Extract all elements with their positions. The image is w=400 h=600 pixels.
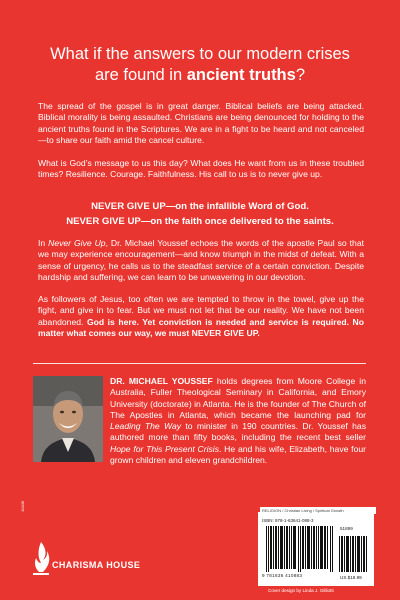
- author-bio: [110, 376, 366, 466]
- paragraph-book-summary: [38, 238, 364, 283]
- headline: [30, 44, 370, 86]
- followers-emphasis: God is here. Yet conviction is needed and service is required. No matter what comes our way, we must NEVER GIVE UP.: [38, 316, 364, 338]
- publisher-name: CHARISMA HOUSE: [52, 560, 141, 570]
- summary-rest: , Dr. Michael Youssef echoes the words of the apostle Paul so that we may experience encouragement—and know triumph in the midst of defeat. With a sense of urgency, he calls us to the steadfast service of a certain conviction. Despite hardship and suffering, we can learn to be unwavering in our devotion.: [38, 238, 364, 282]
- price-label: US $18.99: [340, 575, 362, 580]
- price-barcode-icon: [339, 530, 369, 572]
- bio-text-3: . He and his wife, Elizabeth, have four grown children and eleven grandchildren.: [110, 443, 366, 466]
- category-label: RELIGION / Christian Living / Spiritual Growth: [260, 507, 376, 514]
- headline-line-2-end: ?: [295, 66, 306, 84]
- headline-line-2-start: are found in: [94, 66, 187, 84]
- headline-emphasis: ancient truths: [186, 66, 296, 84]
- never-give-up-line-1: NEVER GIVE UP—on the infallible Word of God.: [91, 201, 309, 212]
- publisher-logo: [30, 540, 180, 580]
- bio-text-2: to minister in 190 countries. Dr. Youssef has authored more than fifty books, including the recent best seller: [110, 421, 366, 443]
- author-name: DR. MICHAEL YOUSSEF: [110, 376, 213, 386]
- summary-start: In: [38, 238, 49, 248]
- paragraph-followers: [38, 294, 364, 339]
- never-give-up-line-2: NEVER GIVE UP—on the faith once delivered to the saints.: [66, 216, 334, 227]
- ministry-name: Leading The Way: [110, 421, 182, 432]
- flame-logo-icon: [30, 540, 52, 578]
- headline-line-1: What if the answers to our modern crises: [50, 45, 350, 63]
- addon-digits: 51899: [340, 526, 353, 531]
- recent-book-title: Hope for This Present Crisis: [110, 443, 220, 454]
- author-photo: [33, 376, 103, 462]
- paragraph-gods-message: What is God’s message to us this day? What does He want from us in these troubled times? Resilience. Courage. Faithfulness. His call to us is to never give up.: [38, 158, 364, 180]
- paragraph-gospel-danger: The spread of the gospel is in great danger. Biblical beliefs are being attacked. Biblical morality is being assaulted. Christians are being denounced for holding to the ancient truths found in the Scriptures. We are in a fight to be heard and not canceled—to share our faith amid the cancel culture.: [38, 101, 364, 145]
- bio-text-1: holds degrees from Moore College in Australia, Fuller Theological Seminary in California, and Emory University (doctorate) in Atlanta. He is the founder of The Church of The Apostles in Atlanta, which became the launching pad for: [110, 376, 366, 420]
- author-portrait-icon: [33, 376, 103, 462]
- barcode-digits: 9 781636 410883: [262, 573, 303, 578]
- isbn-barcode-icon: [266, 526, 334, 572]
- book-title: Never Give Up: [48, 238, 106, 248]
- isbn-label: ISBN: 978-1-63641-088-3: [262, 518, 314, 523]
- followers-text: As followers of Jesus, too often we are tempted to throw in the towel, give up the fight, and give in to fear. But we must not let that be our reality. We have not been abandoned.: [38, 294, 364, 327]
- section-divider: [33, 363, 366, 364]
- side-code: 10446: [20, 500, 25, 512]
- cover-design-credit: Cover design by Linda J. Gilliotti: [268, 588, 334, 593]
